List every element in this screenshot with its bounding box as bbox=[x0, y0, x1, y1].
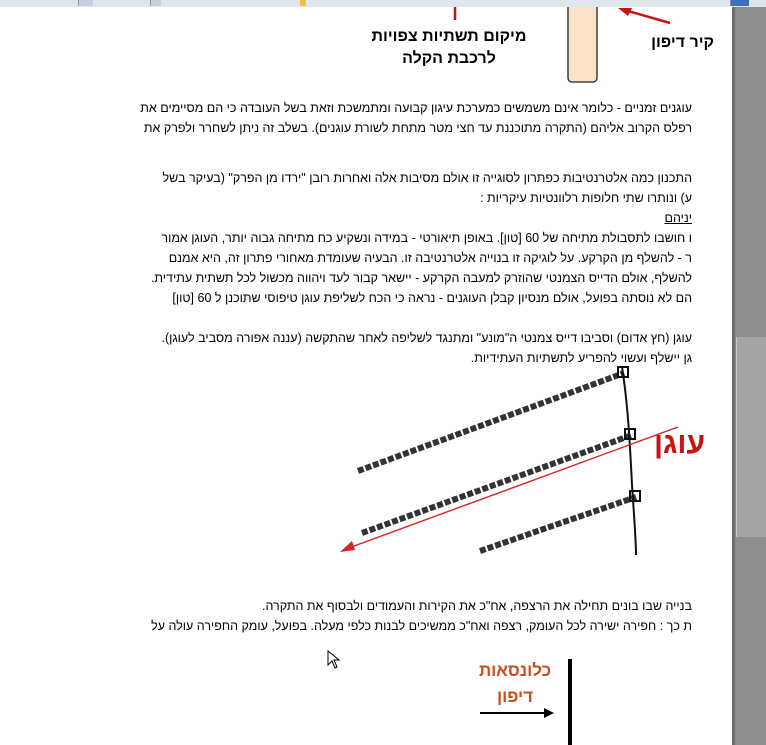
toolbar-icon[interactable] bbox=[78, 0, 93, 6]
piles-label-line2: דיפון bbox=[496, 687, 534, 706]
toolbar-icon[interactable] bbox=[730, 0, 749, 6]
page-shadow bbox=[732, 7, 735, 745]
piles-label-line1: כלונסאות bbox=[478, 661, 552, 680]
document-page bbox=[0, 7, 732, 745]
paragraph-line: ר - להשלף מן הקרקע. על לוגיקה זו בנוייה אלטרנטיבה זו. הבעיה שעומדת מאחורי פתרון זה, היא אמנם bbox=[168, 251, 692, 265]
anchor-tendon bbox=[362, 435, 632, 533]
anchor-label: עוגן bbox=[654, 427, 706, 460]
toolbar-icon[interactable] bbox=[300, 0, 306, 6]
top-diagram bbox=[0, 7, 732, 90]
window-background bbox=[732, 7, 766, 745]
paragraph-line: להשלף, אולם הדייס הצמנטי שהוזרק למעבה הקרקע - יישאר קבור לעד ויהווה מכשול לכל תשתית עתידית. bbox=[150, 271, 692, 285]
mouse-cursor-icon bbox=[327, 650, 341, 670]
background-panel bbox=[736, 337, 766, 537]
anchor-tendon bbox=[358, 373, 624, 471]
diaphragm-wall-label: קיר דיפון bbox=[651, 34, 714, 51]
toolbar-icon[interactable] bbox=[150, 0, 161, 6]
paragraph-line: הם לא נוסתה בפועל, אולם מנסיון קבלן העוגנים - נראה כי הכח לשליפת עוגן טיפוסי שתוכנן ל 60 [טון] bbox=[172, 291, 692, 305]
piles-arrowhead bbox=[544, 708, 554, 718]
anchor-tendon bbox=[480, 497, 636, 551]
section-heading: יניהם bbox=[664, 211, 692, 225]
paragraph-line: עוגן (חץ אדום) וסביבו דייס צמנטי ה"מונע" ומתנגד לשליפה לאחר שהתקשה (עננה אפורה מסביב לעוגן). bbox=[161, 331, 692, 345]
bottom-diagram bbox=[470, 657, 590, 745]
paragraph-line: עוגנים זמניים - כלומר אינם משמשים כמערכת עיגון קבועה ומתמשכת וזאת בשל העובדה כי הם מסיימים את bbox=[140, 101, 692, 115]
pointer-arrowhead bbox=[618, 8, 632, 16]
diaphragm-wall-shape bbox=[568, 7, 597, 82]
paragraph-line: בנייה שבו בונים תחילה את הרצפה, אח"כ את הקירות והעמודים ולבסוף את התקרה. bbox=[262, 599, 692, 613]
utility-location-label-line1: מיקום תשתיות צפויות bbox=[371, 28, 527, 45]
red-arrow bbox=[346, 427, 678, 549]
paragraph-line: רפלס הקרוב אליהם (התקרה מתוכננת עד חצי מטר מתחת לשורת עוגנים). בשלב זה ניתן לשחרר ולפרק את bbox=[143, 121, 692, 135]
wall-line bbox=[622, 367, 636, 555]
pointer-arrow bbox=[628, 11, 670, 23]
paragraph-line: התכנון כמה אלטרנטיבות כפתרון לסוגייה זו אולם מסיבות אלה ואחרות רובן "ירדו מן הפרק" (בעיקר בשל bbox=[162, 171, 692, 185]
paragraph-line: ע) ונותרו שתי חלופות רלוונטיות עיקריות : bbox=[480, 191, 692, 205]
red-arrowhead bbox=[340, 541, 355, 552]
paragraph-line: ת כך : חפירה ישירה לכל העומק, רצפה ואח"כ ממשיכים לבנות כלפי מעלה. בפועל, עומק החפירה עולה על bbox=[151, 619, 692, 633]
utility-location-label-line2: לרכבת הקלה bbox=[402, 50, 496, 67]
paragraph-line: גן יישלף ועשוי להפריע לתשתיות העתידיות. bbox=[470, 351, 692, 365]
paragraph-line: ו חושבו לתסבולת מתיחה של 60 [טון]. באופן תיאורטי - במידה ונשקיע כח מתיחה גבוה יותר, העוגן אמור bbox=[161, 231, 692, 245]
